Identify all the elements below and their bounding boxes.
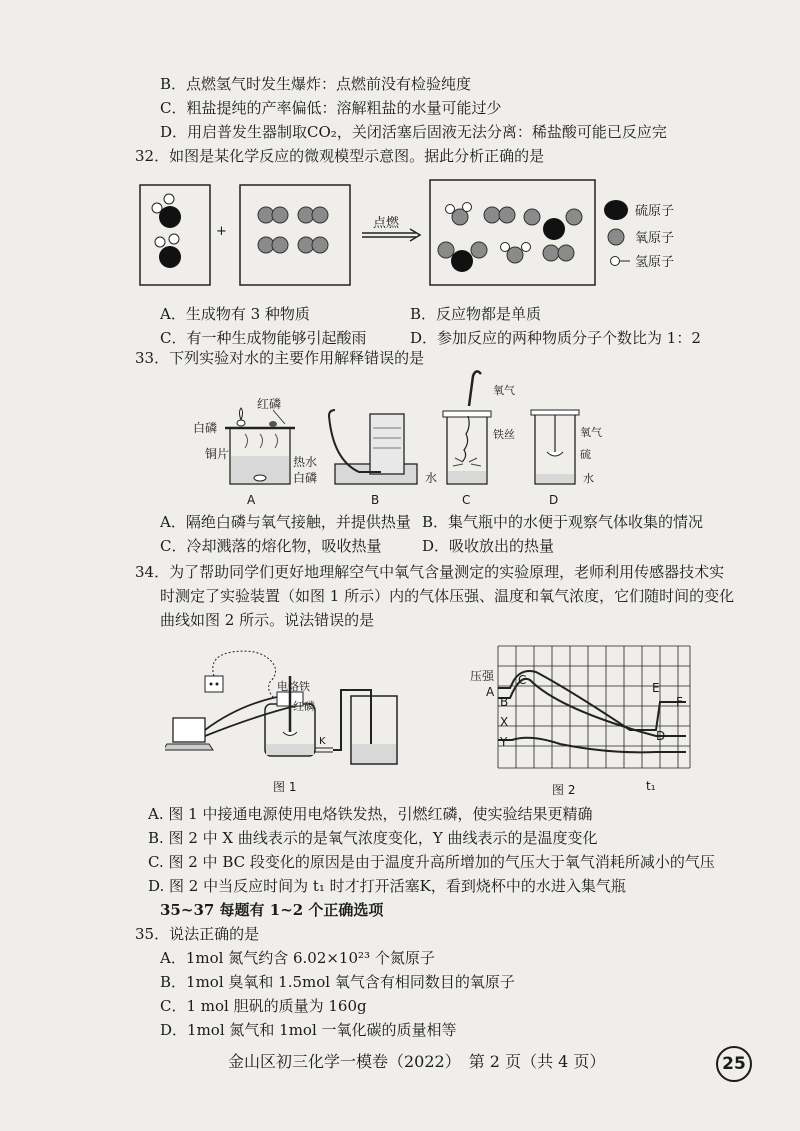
o2-molecules bbox=[258, 207, 328, 253]
graph-y-label: 压强 bbox=[470, 669, 495, 683]
beaker bbox=[351, 696, 397, 764]
fig-c-water-label: 水 bbox=[425, 471, 438, 485]
q35-option-a: A．1mol 氮气约含 6.02×10²³ 个氮原子 bbox=[160, 949, 435, 967]
q31-option-c: C．粗盐提纯的产率偏低：溶解粗盐的水量可能过少 bbox=[160, 99, 502, 117]
point-e-label: E bbox=[652, 681, 660, 695]
q33-experiment-figures bbox=[185, 366, 635, 511]
h2s-molecule-1 bbox=[152, 194, 181, 228]
h2o-molecule-1 bbox=[446, 203, 472, 226]
heater-label: 电烙铁 bbox=[277, 680, 310, 693]
q34-option-b: B. 图 2 中 X 曲线表示的是氧气浓度变化，Y 曲线表示的是温度变化 bbox=[148, 829, 598, 847]
q31-option-b: B．点燃氢气时发生爆炸：点燃前没有检验纯度 bbox=[160, 75, 472, 93]
fig-a-copper-label: 铜片 bbox=[205, 447, 230, 461]
red-phosphorus-label: 红磷 bbox=[293, 700, 315, 713]
fig-c-oxygen-label: 氧气 bbox=[493, 384, 515, 397]
q32-reaction-diagram bbox=[130, 175, 710, 295]
svg-text:硫原子: 硫原子 bbox=[635, 204, 675, 219]
h2s-molecule-2 bbox=[155, 234, 181, 268]
fig-d-apparatus bbox=[531, 410, 602, 507]
q35-stem: 35．说法正确的是 bbox=[135, 925, 260, 943]
fig-a-white-phosphorus-label: 白磷 bbox=[193, 421, 218, 435]
q32-option-d: D．参加反应的两种物质分子个数比为 1：2 bbox=[410, 329, 701, 347]
reactant-box-2 bbox=[240, 185, 350, 285]
so2-molecule-1 bbox=[524, 209, 582, 240]
q32-option-b: B．反应物都是单质 bbox=[410, 305, 542, 323]
fig-a-hot-water-label: 热水 bbox=[293, 455, 318, 469]
fig-d-sulfur-label: 硫 bbox=[580, 448, 591, 461]
svg-text:氢原子: 氢原子 bbox=[635, 255, 675, 270]
q34-option-d: D. 图 2 中当反应时间为 t₁ 时才打开活塞K，看到烧杯中的水进入集气瓶 bbox=[148, 877, 626, 895]
q34-stem-line-2: 时测定了实验装置（如图 1 所示）内的气体压强、温度和氧气浓度，它们随时间的变化 bbox=[160, 587, 735, 605]
q35-option-b: B．1mol 臭氧和 1.5mol 氧气含有相同数目的氧原子 bbox=[160, 973, 515, 991]
q33-option-c: C．冷却溅落的熔化物，吸收热量 bbox=[160, 537, 382, 555]
q34-figure-1 bbox=[165, 636, 415, 796]
so2-molecule-2 bbox=[438, 242, 487, 272]
q34-stem-line-1: 34．为了帮助同学们更好地理解空气中氧气含量测定的实验原理，老师利用传感器技术实 bbox=[135, 563, 725, 581]
power-socket-icon bbox=[205, 676, 223, 692]
legend-oxygen bbox=[608, 229, 674, 246]
q34-figure-2-graph bbox=[470, 640, 710, 800]
arrow-head bbox=[410, 229, 420, 241]
q33-option-a: A．隔绝白磷与氧气接触，并提供热量 bbox=[160, 513, 411, 531]
fig-c-wire-label: 铁丝 bbox=[493, 428, 515, 441]
q32-option-c: C．有一种生成物能够引起酸雨 bbox=[160, 329, 367, 347]
q34-option-a: A. 图 1 中接通电源使用电烙铁发热，引燃红磷，使实验结果更精确 bbox=[148, 805, 593, 823]
fig-b-tag: B bbox=[371, 493, 380, 507]
fig-a-apparatus bbox=[193, 396, 317, 507]
t1-label: t₁ bbox=[646, 779, 656, 793]
q32-option-a: A．生成物有 3 种物质 bbox=[160, 305, 310, 323]
fig-a-tag: A bbox=[247, 493, 256, 507]
fig-a-white-phosphorus-2-label: 白磷 bbox=[293, 471, 318, 485]
curve-x-label: X bbox=[500, 715, 509, 729]
q32-stem: 32．如图是某化学反应的微观模型示意图。据此分析正确的是 bbox=[135, 147, 545, 165]
page-footer: 金山区初三化学一模卷（2022） 第 2 页（共 4 页） bbox=[228, 1052, 606, 1071]
q31-option-d: D．用启普发生器制取CO₂，关闭活塞后固液无法分离：稀盐酸可能已反应完 bbox=[160, 123, 667, 141]
o2-molecule-excess-2 bbox=[543, 245, 574, 261]
fig-c-apparatus bbox=[425, 371, 515, 507]
point-c-label: C bbox=[518, 673, 527, 687]
q35-option-d: D．1mol 氮气和 1mol 一氧化碳的质量相等 bbox=[160, 1021, 457, 1039]
point-f-label: F bbox=[676, 695, 683, 709]
o2-molecule-excess bbox=[484, 207, 515, 223]
point-a-label: A bbox=[486, 685, 495, 699]
plus-sign: + bbox=[216, 224, 227, 239]
page-number-badge: 25 bbox=[716, 1046, 752, 1082]
q35-option-c: C．1 mol 胆矾的质量为 160g bbox=[160, 997, 367, 1015]
fig-d-water-label: 水 bbox=[583, 472, 594, 485]
valve-label: K bbox=[319, 736, 326, 747]
curve-y-label: Y bbox=[500, 735, 508, 749]
arrow-label: 点燃 bbox=[373, 216, 400, 231]
h2o-molecule-2 bbox=[501, 243, 531, 264]
q34-option-c: C. 图 2 中 BC 段变化的原因是由于温度升高所增加的气压大于氧气消耗所减小的气压 bbox=[148, 853, 715, 871]
fig-a-red-phosphorus-label: 红磷 bbox=[257, 397, 282, 411]
section-note: 35~37 每题有 1~2 个正确选项 bbox=[160, 901, 384, 919]
q34-stem-line-3: 曲线如图 2 所示。说法错误的是 bbox=[160, 611, 375, 629]
legend-hydrogen bbox=[611, 255, 675, 270]
q33-option-b: B．集气瓶中的水便于观察气体收集的情况 bbox=[422, 513, 704, 531]
svg-text:氧原子: 氧原子 bbox=[635, 231, 675, 246]
legend-sulfur bbox=[604, 200, 674, 220]
figure-2-caption: 图 2 bbox=[552, 783, 576, 797]
fig-c-tag: C bbox=[462, 493, 471, 507]
fig-d-oxygen-label: 氧气 bbox=[580, 426, 602, 439]
q33-stem: 33．下列实验对水的主要作用解释错误的是 bbox=[135, 349, 425, 367]
fig-b-apparatus bbox=[329, 410, 417, 507]
fig-d-tag: D bbox=[549, 493, 559, 507]
point-d-label: D bbox=[656, 729, 666, 743]
laptop-icon bbox=[165, 718, 213, 750]
q33-option-d: D．吸收放出的热量 bbox=[422, 537, 555, 555]
point-b-label: B bbox=[500, 695, 509, 709]
figure-1-caption: 图 1 bbox=[273, 780, 297, 794]
